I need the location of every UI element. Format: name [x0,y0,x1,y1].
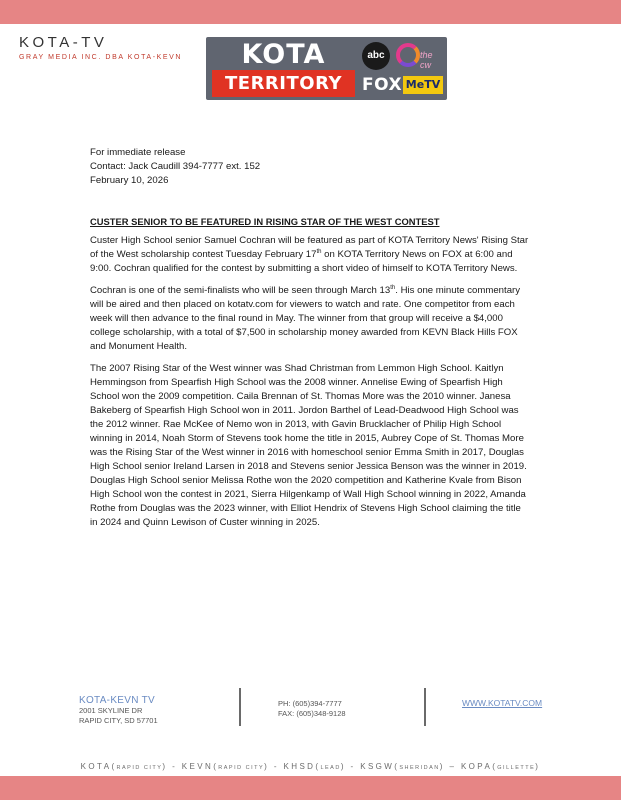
paragraph-1-superscript: th [316,248,322,255]
market-separator: - [345,762,361,771]
fox-network-logo: FOX [362,75,403,95]
brand-name: KOTA-TV [19,34,108,51]
letterhead-brand [19,34,182,61]
footer-street: 2001 SKYLINE DR [79,706,143,715]
cw-label: the cw [420,50,433,70]
paragraph-1-text-b: on KOTA Territory News on FOX at 6:00 and 9:00. Cochran qualified for the contest by submitting a short video of himself to KOTA Territory News. [90,249,518,274]
paragraph-2-text-a: Cochran is one of the semi-finalists who will be seen through March 13 [90,285,391,296]
footer-fax: FAX: (605)348-9128 [278,709,346,718]
paragraph-1-text-a: Custer High School senior Samuel Cochran will be featured as part of KOTA Territory News' Rising Star of the West scholarship contest Tuesday February 17 [90,235,529,260]
market-call: KHSD [283,762,316,771]
footer-city: RAPID CITY, SD 57701 [79,716,158,725]
metv-network-logo: MeTV [403,76,443,94]
footer-divider-right [424,688,426,726]
market-call: KOPA [460,762,493,771]
abc-network-logo: abc [362,42,390,70]
market-separator: - [167,762,182,771]
footer-address [79,695,158,726]
paragraph-2-superscript: th [390,284,396,291]
release-date: February 10, 2026 [90,175,169,186]
market-separator: - [269,762,284,771]
market-city: RAPID CITY [218,765,265,771]
brand-subtitle: GRAY MEDIA INC. DBA KOTA-KEVN [19,54,183,61]
market-call: KSGW [360,762,395,771]
cw-ring-icon [396,43,420,67]
market-call: KOTA [80,762,112,771]
footer-phone: PH: (605)394-7777 [278,699,342,708]
paragraph-3: The 2007 Rising Star of the West winner was Shad Christman from Lemmon High School. Kaitlyn Hemmingson from Spearfish High School was the 2008 winner. Annelise Ewing of Spearfish High School won the 2009 competition. Caila Brennan of St. Thomas More was the 2010 winner. Janesa Bakeberg of Spearfish High School won in 2011. Jordon Barthel of Lead-Deadwood High School was the 2012 winner. Rae McKee of Nemo won in 2013, with Gavin Brucklacher of Philip High School winning in 2014, Noah Storm of Stevens took home the title in 2015, Aubrey Cope of St. Thomas More was the Rising Star of the West winner in 2016 with homeschool senior Emma Smith in 2017, Douglas High School senior Ireland Larsen in 2018 and Stevens senior Jessica Benson was the winner in 2019. Douglas High School senior Melissa Rothe won the 2020 competition and Katherine Kvale from Bison High School won the contest in 2021, Sierra Hilgenkamp of Wall High School winning in 2022, Amanda Rothe from Douglas was the 2023 winner, with Elliot Hendrix of Stevens High School claiming the title in 2024 and Quinn Lewison of Custer winning in 2025. [90,363,527,528]
market-call: KEVN [181,762,214,771]
paragraph-2-text-b: . His one minute commentary will be aired and then placed on kotatv.com for viewers to watch and rate. One competitor from each week will then advance to the final round in May. The winner from that group will receive a $4,000 college scholarship, with a total of $7,500 in scholarship money awarded from KEVN Black Hills FOX and Monument Health. [90,285,521,352]
release-label: For immediate release [90,147,186,158]
release-headline: CUSTER SENIOR TO BE FEATURED IN RISING STAR OF THE WEST CONTEST [90,216,440,227]
paragraph-2 [90,284,530,354]
paragraph-1 [90,234,530,276]
press-release-body [90,146,530,530]
footer-contact-numbers [278,699,346,719]
bottom-color-band [0,776,621,800]
market-city: GILLETTE [497,765,536,771]
market-city: RAPID CITY [116,765,163,771]
cw-network-logo [396,43,440,69]
footer-station-name: KOTA-KEVN TV [79,695,156,706]
logo-territory-text: TERRITORY [212,70,355,97]
station-markets: KOTA(RAPID CITY) - KEVN(RAPID CITY) - KHSD(LEAD) - KSGW(SHERIDAN) – KOPA(GILLETTE) [80,762,541,771]
release-contact: Contact: Jack Caudill 394-7777 ext. 152 [90,161,261,172]
kota-territory-logo [206,37,447,100]
footer-website-link[interactable]: WWW.KOTATV.COM [462,698,543,708]
market-city: LEAD [320,765,341,771]
logo-kota-text: KOTA [241,39,326,70]
footer-divider-left [239,688,241,726]
top-color-band [0,0,621,24]
market-city: SHERIDAN [399,765,440,771]
market-separator: – [444,762,461,771]
